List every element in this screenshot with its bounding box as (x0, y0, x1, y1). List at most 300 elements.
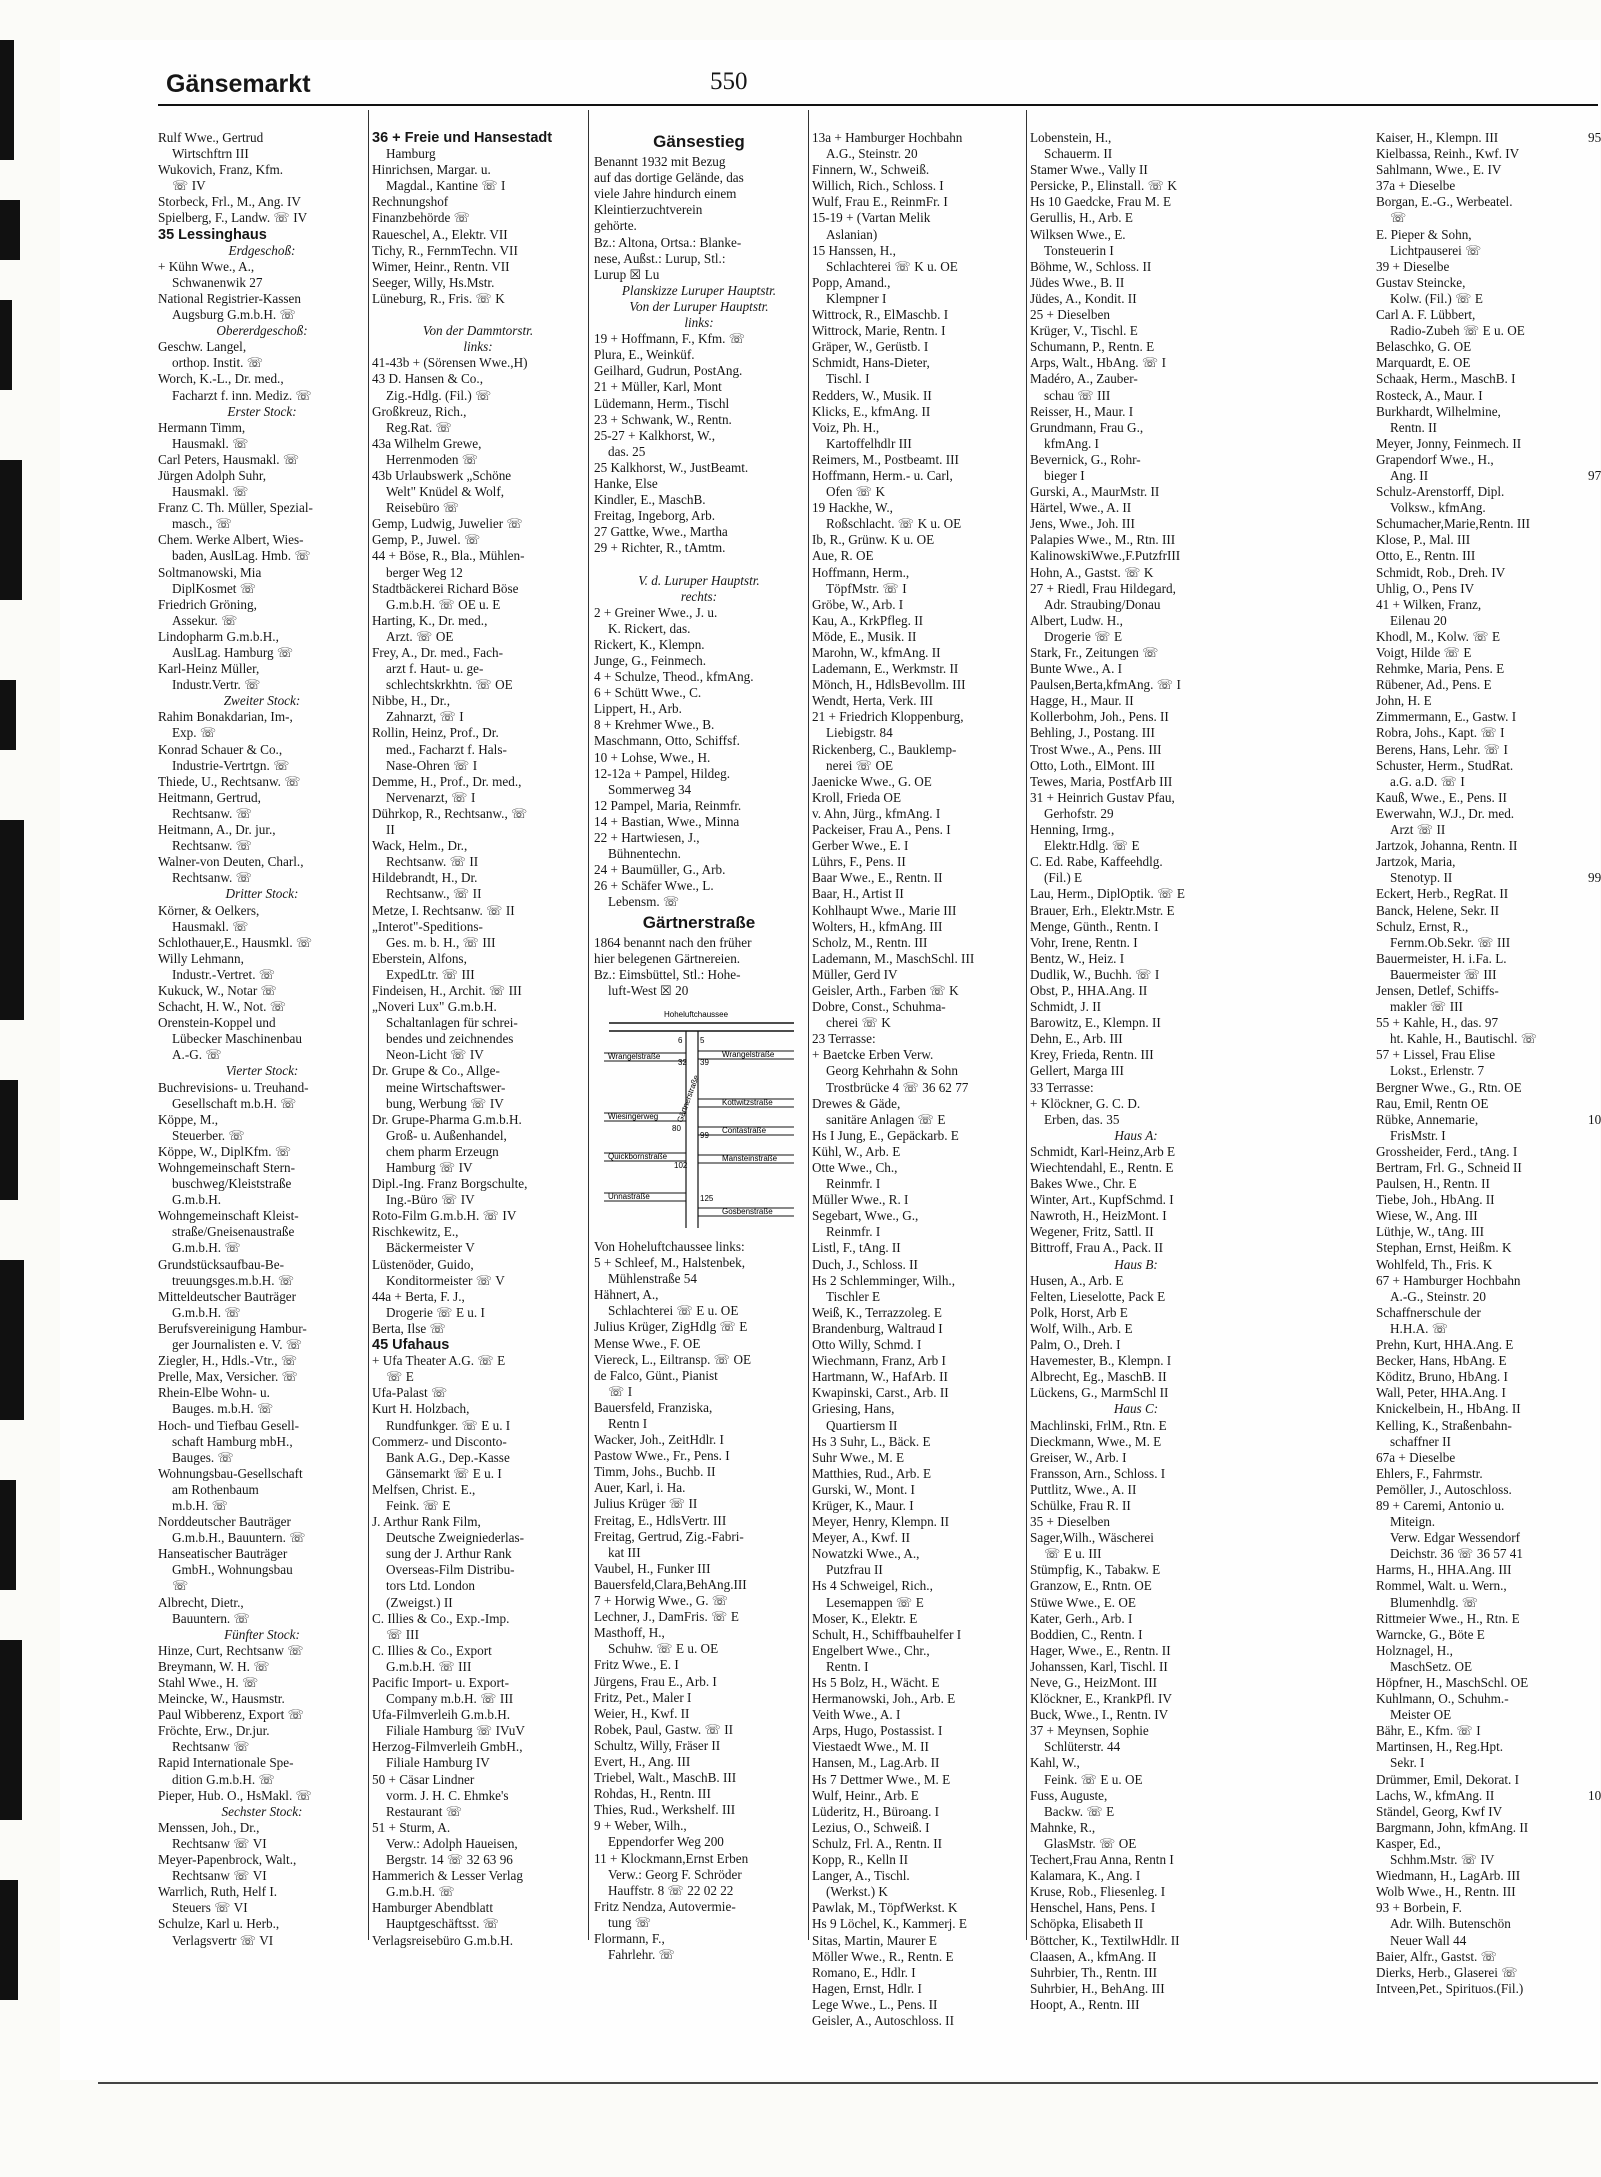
directory-line: Verw.: Adolph Haueisen, (386, 1835, 518, 1851)
directory-line (1588, 371, 1600, 387)
directory-line: Bergstr. 14 ☏ 32 63 96 (386, 1852, 513, 1868)
directory-line (1588, 388, 1600, 404)
directory-line: Fahrlehr. ☏ (608, 1947, 676, 1963)
directory-line (1588, 210, 1600, 226)
directory-line: Fernm.Ob.Sekr. ☏ III (1390, 934, 1511, 950)
subheading: rechts: (680, 588, 718, 604)
column-divider (368, 110, 369, 1940)
directory-line: Wolb Wwe., H., Rentn. III (1376, 1884, 1516, 1900)
directory-line: Banck, Helene, Sekr. II (1376, 902, 1500, 918)
directory-line: Rechtsanw ☏ VI (172, 1835, 267, 1851)
directory-line: Suhrbier, Th., Rentn. III (1030, 1964, 1158, 1980)
directory-line: Schmidt, Karl-Heinz,Arb E (1030, 1143, 1176, 1159)
building-heading: 45 Ufahaus (372, 1337, 450, 1354)
directory-line: Overseas-Film Distribu- (386, 1562, 515, 1578)
directory-line: bung, Werbung ☏ IV (386, 1095, 504, 1111)
directory-line: Mahnke, R., (1030, 1819, 1096, 1835)
directory-line: Hs 3 Suhr, L., Bäck. E (812, 1433, 931, 1449)
directory-line (1588, 886, 1600, 902)
directory-line: ExpedLtr. ☏ III (386, 966, 475, 982)
directory-line: Geisler, Arth., Farben ☏ K (812, 982, 959, 998)
directory-line: Masthoff, H., (594, 1625, 665, 1641)
directory-line: Kohlhaupt Wwe., Marie III (812, 902, 957, 918)
directory-line (1588, 275, 1600, 291)
directory-line: Norddeutscher Bauträger (158, 1514, 291, 1530)
directory-line: Lachs, W., kfmAng. II (1376, 1787, 1495, 1803)
scan-edge-bars (0, 40, 30, 2120)
directory-line: Hinrichsen, Margar. u. (372, 162, 491, 178)
directory-line: schlechtskrkhtn. ☏ OE (386, 677, 513, 693)
directory-line: Hauffstr. 8 ☏ 22 02 22 (608, 1882, 734, 1898)
directory-line (1588, 1096, 1600, 1112)
directory-line: arzt f. Haut- u. ge- (386, 661, 484, 677)
directory-line: Baier, Alfr., Gastst. ☏ (1376, 1948, 1498, 1964)
directory-line: Borgan, E.-G., Werbeatel. (1376, 194, 1513, 210)
directory-line: Hamburg ☏ IV (386, 1160, 473, 1175)
directory-line: Lüthje, W., tAng. III (1376, 1224, 1485, 1240)
directory-line: Finanzbehörde ☏ (372, 210, 471, 226)
directory-line: Köppe, W., DiplKfm. ☏ (158, 1143, 292, 1159)
directory-line: 27 Gattke, Wwe., Martha (594, 524, 728, 540)
building-heading: 36 + Freie und Hansestadt (372, 130, 553, 146)
directory-line: „Interot"-Speditions- (372, 918, 483, 934)
directory-line: Hagen, Ernst, Hdlr. I (812, 1980, 922, 1996)
directory-line: Polk, Horst, Arb E (1030, 1304, 1128, 1320)
directory-line: Nervenarzt, ☏ I (386, 789, 476, 805)
column-6 (1376, 130, 1586, 1996)
directory-line (1588, 436, 1600, 452)
directory-line: Weier, H., Kwf. II (594, 1705, 690, 1721)
directory-line: Walner-von Deuten, Charl., (158, 854, 304, 870)
directory-line: Otto Willy, Schmd. I (812, 1337, 922, 1353)
directory-line (1588, 1208, 1600, 1224)
directory-line: das. 25 (608, 443, 646, 459)
directory-line: Schauerm. II (1044, 146, 1113, 162)
directory-line (1588, 1144, 1600, 1160)
directory-line: Krüger, V., Tischl. E (1030, 323, 1138, 339)
directory-line: E. Pieper & Sohn, (1376, 226, 1472, 242)
directory-line: Hausmakl. ☏ (172, 484, 249, 500)
directory-line: 14 + Bastian, Wwe., Minna (594, 813, 740, 829)
directory-line: Reg.Rat. ☏ (386, 419, 452, 435)
directory-line: Lüdemann, Herm., Tischl (594, 395, 730, 411)
directory-line: Neon-Licht ☏ IV (386, 1047, 484, 1063)
subheading: Zweiter Stock: (223, 693, 301, 709)
directory-line: Stüwe Wwe., E. OE (1030, 1594, 1136, 1610)
directory-line: H.H.A. ☏ (1390, 1320, 1449, 1336)
directory-line: Lurup ☒ Lu (594, 266, 660, 282)
directory-line: Reisser, H., Maur. I (1030, 403, 1134, 419)
directory-line: Bauersfeld,Clara,BehAng.III (594, 1576, 747, 1592)
directory-line: Liebigstr. 84 (826, 725, 893, 741)
directory-line: Verlagsreisebüro G.m.b.H. (372, 1932, 513, 1948)
subheading: Haus B: (1114, 1256, 1158, 1272)
directory-line (1588, 677, 1600, 693)
directory-line: Wolters, H., kfmAng. III (812, 918, 943, 934)
directory-line: Rentn. I (826, 1658, 869, 1674)
directory-line: Freitag, E., HdlsVertr. III (594, 1512, 727, 1528)
directory-line: Trostbrücke 4 ☏ 36 62 77 (826, 1079, 969, 1095)
directory-line: Lührs, F., Pens. II (812, 854, 906, 870)
directory-line: Wohngemeinschaft Stern- (158, 1160, 295, 1175)
directory-line: 11 + Klockmann,Ernst Erben (594, 1850, 749, 1866)
directory-line: 25 Kalkhorst, W., JustBeamt. (594, 459, 749, 475)
directory-line: 23 + Schwank, W., Rentn. (594, 411, 732, 427)
directory-line: Bakes Wwe., Chr. E (1030, 1176, 1137, 1192)
directory-line: 23 Terrasse: (812, 1031, 876, 1047)
directory-line: Neuer Wall 44 (1390, 1932, 1467, 1948)
directory-line: Melfsen, Christ. E., (372, 1481, 476, 1497)
directory-line: 43a Wilhelm Grewe, (372, 435, 482, 451)
directory-line: Zimmermann, E., Gastw. I (1376, 709, 1517, 725)
directory-line (1588, 1530, 1600, 1546)
directory-line: Findeisen, H., Archit. ☏ III (372, 982, 522, 998)
directory-line: Adr. Straubing/Donau (1044, 596, 1161, 612)
directory-line: Raueschel, A., Elektr. VII (372, 226, 508, 242)
directory-line: Jüdes Wwe., B. II (1030, 274, 1125, 290)
directory-line: Freitag, Ingeborg, Arb. (594, 508, 715, 524)
directory-line: Albrecht, Eg., MaschB. II (1030, 1369, 1167, 1385)
directory-line: Gröbe, W., Arb. I (812, 596, 904, 612)
directory-line: Rechtsanw. ☏ II (386, 854, 479, 870)
directory-line: Jürgens, Frau E., Arb. I (594, 1673, 717, 1689)
directory-line: 41 + Wilken, Franz, (1376, 596, 1482, 612)
directory-line: Rundfunkger. ☏ E u. I (386, 1417, 511, 1433)
directory-line: Meyer, Jonny, Feinmech. II (1376, 435, 1522, 451)
directory-line: Adr. Wilh. Butenschön (1390, 1916, 1511, 1932)
directory-line: Dudlik, W., Buchh. ☏ I (1030, 966, 1160, 982)
directory-line: Deichstr. 36 ☏ 36 57 41 (1390, 1546, 1523, 1562)
directory-line: FrisMstr. I (1390, 1127, 1446, 1143)
directory-line: Wilksen Wwe., E. (1030, 226, 1126, 242)
directory-line: Engelbert Wwe., Chr., (812, 1642, 930, 1658)
directory-line: Boddien, C., Rentn. I (1030, 1626, 1143, 1642)
directory-line: Blumenhdlg. ☏ (1390, 1594, 1479, 1610)
directory-line: Stephan, Ernst, Heißm. K (1376, 1240, 1512, 1256)
directory-line: Schumacher,Marie,Rentn. III (1376, 516, 1530, 532)
directory-line: Tischl. I (826, 371, 870, 387)
directory-line: Lindopharm G.m.b.H., (158, 628, 279, 644)
directory-line: Dierks, Herb., Glaserei ☏ (1376, 1964, 1518, 1980)
directory-line (1588, 1385, 1600, 1401)
directory-line: Rulf Wwe., Gertrud (158, 130, 264, 145)
directory-line: tors Ltd. London (386, 1578, 476, 1594)
directory-line: Carl Peters, Hausmakl. ☏ (158, 451, 300, 467)
directory-line: Wohlfeld, Th., Fris. K (1376, 1256, 1493, 1272)
directory-line (1588, 903, 1600, 919)
directory-line: 4 + Schulze, Theod., kfmAng. (594, 669, 754, 685)
directory-line: Böhme, W., Schloss. II (1030, 258, 1152, 274)
directory-line: Bauermeister, H. i.Fa. L. (1376, 950, 1507, 966)
directory-line: Hs 5 Bolz, H., Wächt. E (812, 1675, 940, 1690)
directory-line: ☏ (172, 1578, 189, 1594)
directory-line: (Werkst.) K (826, 1884, 888, 1900)
directory-line (1588, 806, 1600, 822)
directory-line: hier belegenen Gärtnereien. (594, 950, 741, 966)
directory-line: Julius Krüger ☏ II (594, 1496, 698, 1512)
directory-line: Hoopt, A., Rentn. III (1030, 1996, 1140, 2012)
directory-line (1588, 1337, 1600, 1353)
directory-line: Böttcher, K., TextilwHdlr. II (1030, 1932, 1180, 1948)
directory-line: 97 (1588, 467, 1601, 483)
directory-line: 10 (1588, 1787, 1601, 1803)
directory-line (1588, 1289, 1600, 1305)
directory-line (594, 556, 804, 572)
directory-line: Becker, Hans, HbAng. E (1376, 1353, 1507, 1369)
directory-line: Commerz- und Disconto- (372, 1433, 507, 1449)
directory-line: Hs I Jung, E., Gepäckarb. E (812, 1127, 959, 1143)
directory-line: Hager, Wwe., E., Rentn. II (1030, 1642, 1171, 1658)
directory-line: Heitmann, A., Dr. jur., (158, 822, 276, 838)
directory-line: Verw.: Georg F. Schröder (608, 1866, 742, 1882)
subheading: Von der Dammtorstr. (422, 323, 534, 339)
directory-line: A.G., Steinstr. 20 (826, 146, 918, 162)
directory-line (1588, 645, 1600, 661)
directory-line: Nibbe, H., Dr., (372, 693, 451, 709)
directory-line: Kielbassa, Reinh., Kwf. IV (1376, 146, 1520, 162)
directory-line: 93 + Borbein, F. (1376, 1900, 1462, 1916)
directory-line: buschweg/Kleiststraße (172, 1176, 292, 1192)
directory-line: Meister OE (1390, 1707, 1452, 1723)
column-4 (812, 130, 1024, 2028)
directory-line: Rübener, Ad., Pens. E (1376, 677, 1492, 693)
directory-line: sung der J. Arthur Rank (386, 1546, 512, 1562)
directory-line: Rickert, K., Klempn. (594, 636, 705, 652)
directory-line: Metze, I. Rechtsanw. ☏ II (372, 902, 515, 918)
directory-line: Putzfrau II (826, 1562, 883, 1578)
directory-line: GlasMstr. ☏ OE (1044, 1835, 1137, 1851)
directory-line: Hs 2 Schlemminger, Wilh., (812, 1272, 956, 1288)
directory-line: 29 + Richter, R., tAmtm. (594, 540, 726, 556)
directory-line (1588, 790, 1600, 806)
directory-line: Aue, R. OE (812, 548, 874, 564)
directory-line: Höpfner, H., MaschSchl. OE (1376, 1675, 1529, 1690)
directory-line (1588, 500, 1600, 516)
directory-line: Kahl, W., (1030, 1755, 1080, 1771)
directory-line: 95 (1588, 130, 1601, 145)
directory-line: Obst, P., HHA.Ang. II (1030, 982, 1148, 998)
directory-line: Popp, Amand., (812, 274, 891, 290)
directory-line: J. Arthur Rank Film, (372, 1514, 481, 1530)
directory-line: Belaschko, G. OE (1376, 339, 1472, 355)
directory-line: Triebel, Walt., MaschB. III (594, 1770, 737, 1786)
directory-line: Lezius, O., Schweiß. I (812, 1819, 930, 1835)
directory-line: Jensen, Detlef, Schiffs- (1376, 982, 1499, 998)
map-label: Wrangelstraße (608, 1051, 661, 1061)
directory-line: Lau, Herm., DiplOptik. ☏ E (1030, 886, 1185, 902)
directory-line: Rahim Bonakdarian, Im-, (158, 709, 293, 725)
directory-line (1588, 532, 1600, 548)
directory-line: Verw. Edgar Wessendorf (1390, 1530, 1521, 1546)
directory-line: Zahnarzt, ☏ I (386, 709, 464, 725)
directory-line: Bergner Wwe., G., Rtn. OE (1376, 1079, 1522, 1095)
directory-line: Rickenberg, C., Bauklemp- (812, 741, 957, 757)
directory-line (1588, 967, 1600, 983)
directory-line: Schaffnerschule der (1376, 1304, 1481, 1320)
directory-line: Krey, Frieda, Rentn. III (1030, 1047, 1154, 1063)
directory-line: Paulsen,Berta,kfmAng. ☏ I (1030, 677, 1181, 693)
directory-line (1588, 339, 1600, 355)
directory-line: Orenstein-Koppel und (158, 1015, 276, 1031)
directory-line: Jens, Wwe., Joh. III (1030, 516, 1135, 532)
directory-line: Brauer, Erh., Elektr.Mstr. E (1030, 902, 1175, 918)
directory-line: Kuhlmann, O., Schuhm.- (1376, 1691, 1509, 1707)
directory-line: Stadtbäckerei Richard Böse (372, 580, 519, 596)
directory-line: 19 + Hoffmann, F., Kfm. ☏ (594, 331, 746, 347)
directory-line (1588, 1691, 1600, 1707)
directory-line: Mönch, H., HdlsBevollm. III (812, 677, 966, 693)
directory-line: meine Wirtschaftswer- (386, 1079, 506, 1095)
directory-line: Rechtsanw., ☏ II (386, 886, 482, 902)
directory-line: Schulze, Karl u. Herb., (158, 1916, 280, 1932)
directory-line: Wack, Helm., Dr., (372, 838, 468, 854)
directory-line: Henning, Irmg., (1030, 822, 1115, 838)
directory-line: Palm, O., Dreh. I (1030, 1337, 1121, 1353)
directory-line: Schmidt, Rob., Dreh. IV (1376, 564, 1506, 580)
directory-line: 55 + Kahle, H., das. 97 (1376, 1015, 1499, 1031)
directory-line: am Rothenbaum (172, 1481, 259, 1497)
directory-line: Assekur. ☏ (172, 612, 238, 628)
directory-line: a.G. a.D. ☏ I (1390, 773, 1465, 789)
directory-line (1588, 1273, 1600, 1289)
directory-line (1588, 1418, 1600, 1434)
directory-line: Willich, Rich., Schloss. I (812, 178, 944, 194)
directory-line: Schuhw. ☏ E u. OE (608, 1641, 719, 1657)
directory-line: Pieper, Hub. O., HsMakl. ☏ (158, 1787, 313, 1803)
directory-line: Wendt, Herta, Verk. III (812, 693, 933, 709)
directory-line: 10 + Lohse, Wwe., H. (594, 749, 711, 765)
directory-line: cherei ☏ K (826, 1015, 891, 1031)
map-label: Kottwitzstraße (722, 1097, 773, 1107)
directory-line: Hausmakl. ☏ (172, 435, 249, 451)
directory-line: Husen, A., Arb. E (1030, 1272, 1124, 1288)
directory-line (1588, 565, 1600, 581)
directory-line: Hauptgeschäftsst. ☏ (386, 1916, 500, 1932)
directory-line: Lademann, M., MaschSchl. III (812, 950, 975, 966)
directory-line: 67a + Dieselbe (1376, 1449, 1456, 1465)
directory-line: Augsburg G.m.b.H. ☏ (172, 307, 296, 323)
subheading: Obererdgeschoß: (216, 323, 308, 339)
directory-line: berger Weg 12 (386, 564, 463, 580)
directory-line: Schaak, Herm., MaschB. I (1376, 371, 1516, 387)
directory-line: A.-G., Steinstr. 20 (1390, 1288, 1486, 1304)
map-label: Gosbenstraße (722, 1206, 773, 1216)
directory-line: 41-43b + (Sörensen Wwe.,H) (372, 355, 528, 371)
directory-line: Menge, Günth., Rentn. I (1030, 918, 1159, 934)
directory-line: Klempner I (826, 290, 887, 306)
directory-line: Albrecht, Dietr., (158, 1594, 244, 1610)
directory-line: Sommerweg 34 (608, 781, 692, 797)
map-label: 80 (672, 1123, 681, 1133)
directory-line: Rechtsanw. ☏ (172, 805, 253, 821)
directory-line: Rechtsanw. ☏ (172, 838, 253, 854)
directory-line: auf das dortige Gelände, das (594, 170, 744, 186)
directory-line: Drümmer, Emil, Dekorat. I (1376, 1771, 1520, 1787)
directory-line: Moser, K., Elektr. E (812, 1610, 918, 1626)
directory-line: Baar, H., Artist II (812, 886, 904, 902)
directory-line: 9 + Weber, Wilh., (594, 1818, 687, 1834)
directory-line: C. Ed. Rabe, Kaffeehdlg. (1030, 854, 1163, 870)
directory-line: Winter, Art., KupfSchmd. I (1030, 1192, 1174, 1208)
directory-line: Fuss, Auguste, (1030, 1787, 1108, 1803)
directory-line: 25 + Dieselben (1030, 307, 1110, 323)
directory-line: 19 Hackhe, W., (812, 500, 893, 516)
subheading: Planskizze Luruper Hauptstr. (621, 282, 777, 298)
directory-line: Schmidt, J. II (1030, 999, 1102, 1015)
directory-line: Robek, Paul, Gastw. ☏ II (594, 1721, 734, 1737)
directory-line (1588, 1369, 1600, 1385)
directory-line: Steuers ☏ VI (172, 1900, 248, 1916)
directory-line: Härtel, Wwe., A. II (1030, 500, 1132, 516)
directory-line: Palapies Wwe., M., Rtn. III (1030, 532, 1176, 548)
directory-line (1588, 1643, 1600, 1659)
directory-line: Magdal., Kantine ☏ I (386, 178, 506, 194)
directory-line: Grapendorf Wwe., H., (1376, 451, 1494, 467)
subheading: links: (684, 315, 714, 331)
directory-line: Klöckner, E., KrankPfl. IV (1030, 1691, 1172, 1707)
directory-line: Stümpfig, K., Tabakw. E (1030, 1562, 1161, 1578)
directory-line: Kruse, Rob., Fliesenleg. I (1030, 1884, 1166, 1900)
directory-line: 89 + Caremi, Antonio u. (1376, 1497, 1505, 1513)
directory-line: Grundmann, Frau G., (1030, 419, 1144, 435)
directory-line: Feink. ☏ E (386, 1497, 451, 1513)
directory-line: Listl, F., tAng. II (812, 1240, 901, 1256)
directory-line: + Ufa Theater A.G. ☏ E (372, 1353, 506, 1369)
directory-line: Ang. II (1390, 467, 1429, 483)
directory-line: 1864 benannt nach den früher (594, 934, 752, 950)
map-label: 99 (700, 1130, 709, 1140)
directory-line: Berufsvereinigung Hambur- (158, 1320, 307, 1336)
directory-line (1588, 999, 1600, 1015)
directory-line: Behling, J., Postang. III (1030, 725, 1155, 741)
directory-line (1588, 1080, 1600, 1096)
directory-line: Buck, Wwe., I., Rentn. IV (1030, 1707, 1169, 1723)
directory-line: Kopp, R., Kelln II (812, 1852, 908, 1868)
directory-line (1588, 838, 1600, 854)
directory-line: Arps, Walt., HbAng. ☏ I (1030, 355, 1167, 371)
directory-line: Schulz, Frl. A., Rentn. II (812, 1835, 943, 1851)
directory-line: Rischkewitz, E., (372, 1224, 459, 1240)
directory-line: luft-West ☒ 20 (608, 982, 689, 998)
directory-line (1588, 1257, 1600, 1273)
directory-line: Wolf, Wilh., Arb. E (1030, 1320, 1133, 1336)
directory-line: C. Illies & Co., Export (372, 1642, 492, 1658)
directory-line: Warncke, G., Böte E (1376, 1626, 1485, 1642)
directory-line: Stenotyp. II (1390, 870, 1453, 886)
directory-line: Hagge, H., Maur. II (1030, 693, 1134, 709)
directory-line: Kau, A., KrkPfleg. II (812, 612, 923, 628)
directory-line: Buchrevisions- u. Treuhand- (158, 1079, 309, 1095)
directory-line: Wiechmann, Franz, Arb I (812, 1353, 946, 1369)
directory-line (1588, 935, 1600, 951)
directory-line: Persicke, P., Elinstall. ☏ K (1030, 178, 1177, 194)
directory-line (1588, 1224, 1600, 1240)
directory-line: Gesellschaft m.b.H. ☏ (172, 1095, 297, 1111)
map-label: Hoheluftchaussee (664, 1009, 729, 1019)
directory-line: 12-12a + Pampel, Hildeg. (594, 765, 730, 781)
directory-line: Viestaedt Wwe., M. II (812, 1739, 929, 1755)
directory-line: Lokst., Erlenstr. 7 (1390, 1063, 1485, 1079)
map-label: 6 (678, 1035, 683, 1045)
subheading: Haus C: (1113, 1401, 1159, 1417)
directory-line (1588, 1723, 1600, 1739)
directory-line: Hamburger Abendblatt (372, 1900, 493, 1916)
directory-line: Meyer-Papenbrock, Walt., (158, 1852, 297, 1868)
directory-line (1588, 919, 1600, 935)
directory-line: de Falco, Günt., Pianist (594, 1367, 718, 1383)
directory-line: v. Ahn, Jürg., kfmAng. I (812, 805, 941, 821)
directory-line: Gustav Steincke, (1376, 274, 1466, 290)
